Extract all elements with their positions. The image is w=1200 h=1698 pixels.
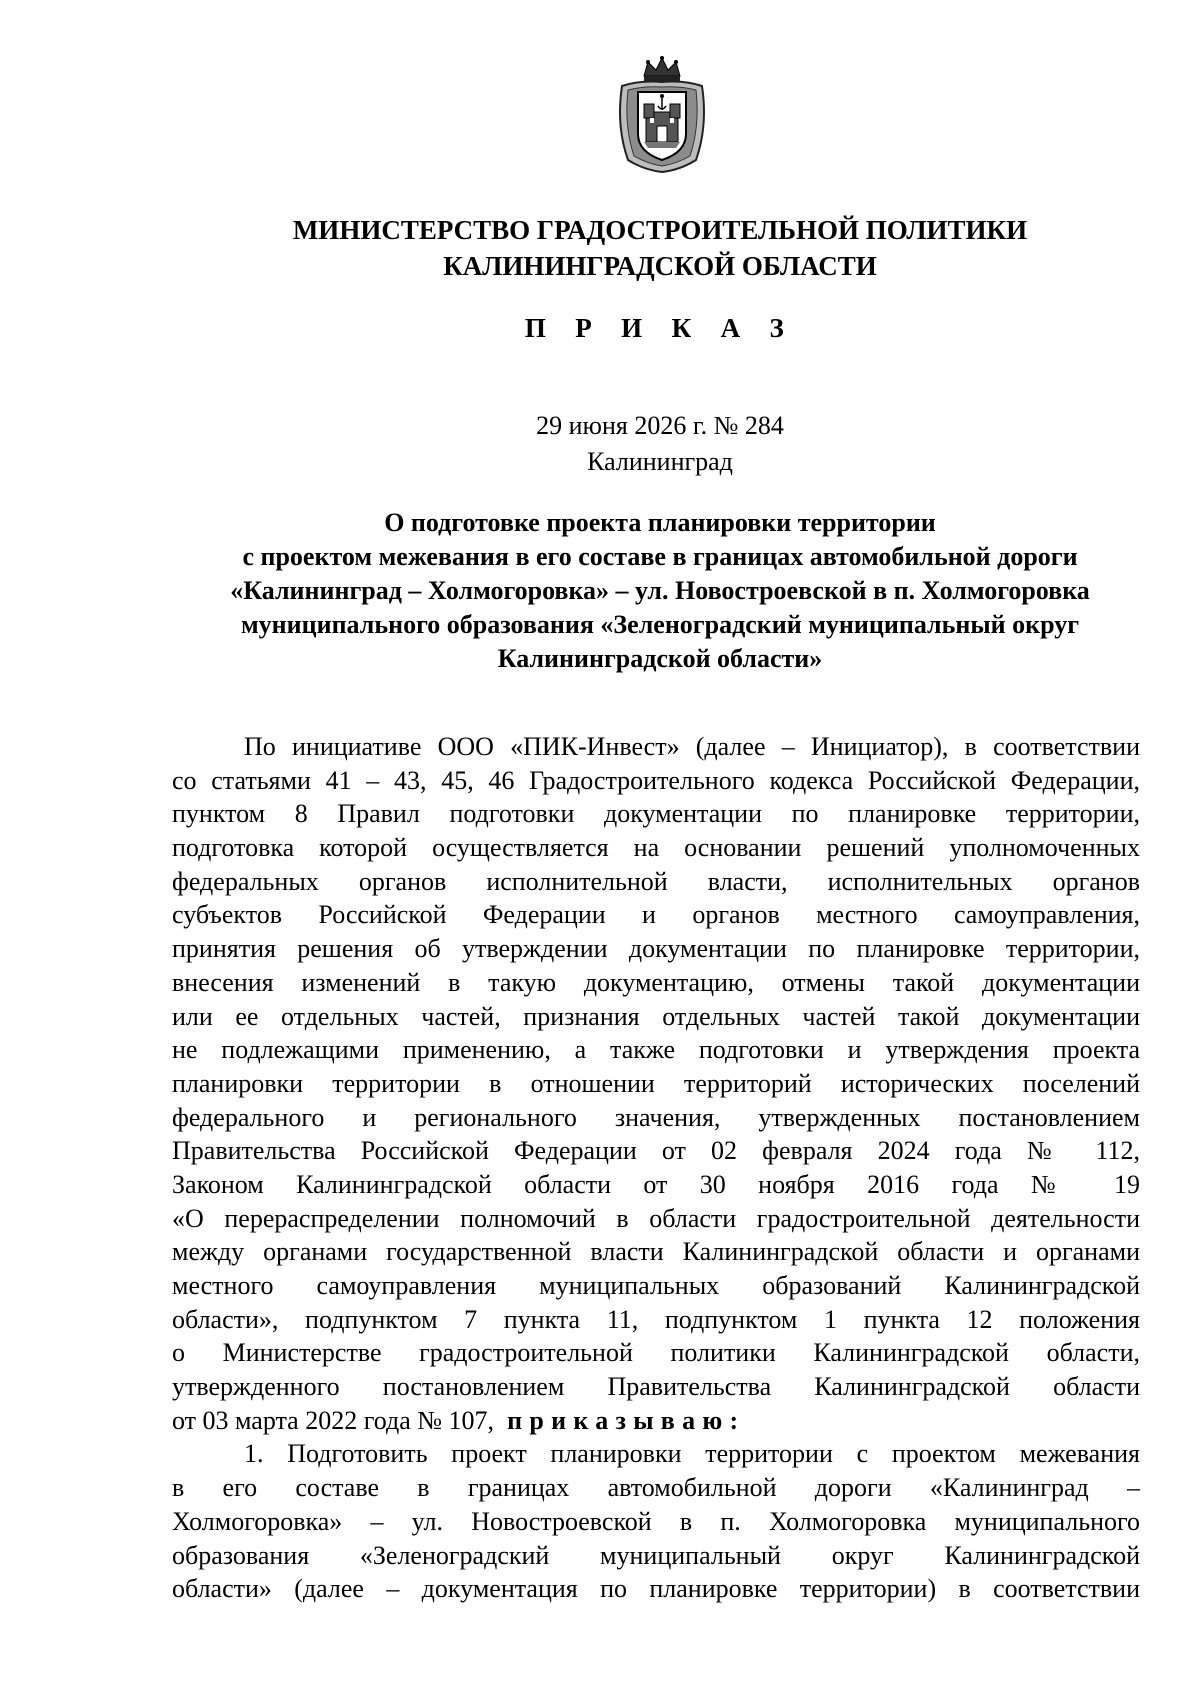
document-type-title: П Р И К А З: [524, 313, 796, 343]
coat-of-arms-icon: [614, 56, 710, 174]
body-line: со статьями 41 – 43, 45, 46 Градостроительного кодекса Российской Федерации,: [172, 765, 1140, 795]
body-line: о Министерстве градостроительной политики Калининградской области,: [172, 1338, 1140, 1368]
order-word: приказываю:: [507, 1405, 746, 1435]
body-line: области», подпунктом 7 пункта 11, подпунктом 1 пункта 12 положения: [172, 1304, 1140, 1334]
body-line: федеральных органов исполнительной власти, исполнительных органов: [172, 866, 1140, 896]
date-number: 29 июня 2026 г. № 284: [536, 411, 784, 440]
body-line: Холмогоровка» – ул. Новостроевской в п. Холмогоровка муниципального: [172, 1506, 1140, 1536]
body-line: области» (далее – документация по планировке территории) в соответствии: [172, 1574, 1140, 1604]
document-body: [172, 730, 1140, 1606]
body-line: или ее отдельных частей, признания отдельных частей такой документации: [172, 1001, 1140, 1031]
body-line: принятия решения об утверждении документации по планировке территории,: [172, 934, 1140, 964]
body-line: не подлежащими применению, а также подготовки и утверждения проекта: [172, 1035, 1140, 1065]
body-line: «О перераспределении полномочий в области градостроительной деятельности: [172, 1203, 1140, 1233]
body-line-order: [172, 1404, 1140, 1438]
ministry-name-line2: КАЛИНИНГРАДСКОЙ ОБЛАСТИ: [443, 251, 877, 281]
body-line: Законом Калининградской области от 30 ноября 2016 года № 19: [172, 1169, 1140, 1199]
body-line: пунктом 8 Правил подготовки документации по планировке территории,: [172, 799, 1140, 829]
subject-line: О подготовке проекта планировки территории: [384, 508, 936, 537]
body-line: 1. Подготовить проект планировки территории с проектом межевания: [244, 1439, 1140, 1469]
body-line: федерального и регионального значения, утвержденных постановлением: [172, 1102, 1140, 1132]
body-line: субъектов Российской Федерации и органов местного самоуправления,: [172, 900, 1140, 930]
city: Калининград: [587, 447, 733, 476]
body-line: внесения изменений в такую документацию, отмены такой документации: [172, 967, 1140, 997]
subject-line: с проектом межевания в его составе в границах автомобильной дороги: [242, 542, 1078, 571]
body-line: местного самоуправления муниципальных образований Калининградской: [172, 1271, 1140, 1300]
subject-line: «Калининград – Холмогоровка» – ул. Новостроевской в п. Холмогоровка: [230, 576, 1090, 605]
body-line: образования «Зеленоградский муниципальный округ Калининградской: [172, 1540, 1140, 1570]
body-line: Правительства Российской Федерации от 02 февраля 2024 года № 112,: [172, 1136, 1140, 1166]
date-and-place: [160, 408, 1160, 480]
ministry-name: [160, 212, 1160, 284]
body-line: в его составе в границах автомобильной дороги «Калининград –: [172, 1473, 1140, 1503]
document-subject: [160, 506, 1160, 676]
subject-line: муниципального образования «Зеленоградский муниципальный округ: [240, 610, 1080, 639]
body-line: между органами государственной власти Калининградской области и органами: [172, 1237, 1140, 1267]
body-line: По инициативе ООО «ПИК-Инвест» (далее – Инициатор), в соответствии: [244, 732, 1140, 761]
body-line: подготовка которой осуществляется на основании решений уполномоченных: [172, 833, 1140, 863]
subject-line: Калининградской области»: [497, 644, 823, 673]
ministry-name-line1: МИНИСТЕРСТВО ГРАДОСТРОИТЕЛЬНОЙ ПОЛИТИКИ: [292, 215, 1028, 245]
body-line: утвержденного постановлением Правительства Калининградской области: [172, 1372, 1140, 1402]
body-line: планировки территории в отношении территорий исторических поселений: [172, 1068, 1140, 1098]
order-basis-text: от 03 марта 2022 года № 107,: [172, 1405, 495, 1435]
